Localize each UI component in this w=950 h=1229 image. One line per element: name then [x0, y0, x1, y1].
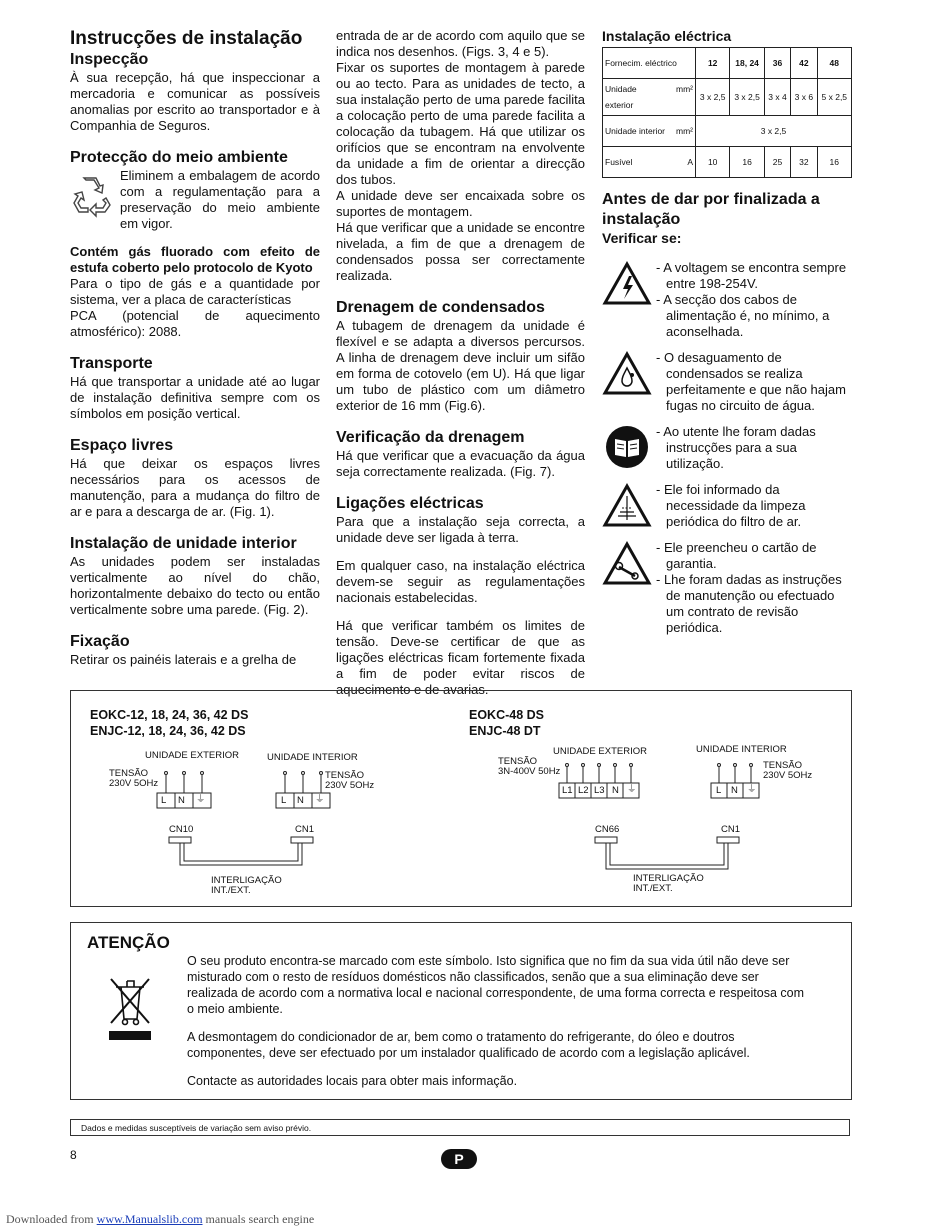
- int-unit: mm²: [676, 126, 693, 136]
- check-item-instructions: [602, 424, 852, 472]
- text-transporte: Há que transportar a unidade até ao lugar de instalação definitiva sempre com os símbolos em posição vertical.: [70, 374, 320, 421]
- text-nivelada: Há que verificar que a unidade se encontre nivelada, a fim de que a drenagem de condensados possa ser correctamente realizada.: [336, 220, 585, 283]
- label-tensao: TENSÃO: [325, 770, 365, 781]
- table-row: [603, 147, 852, 178]
- table-cell: 42: [791, 48, 817, 79]
- text-instalacao-interior: As unidades podem ser instaladas verticalmente ao nível do chão, horizontalmente debaixo do tecto ou então verticalmente sobre uma parede. (Fig. 2).: [70, 554, 320, 617]
- table-cell: 16: [817, 147, 851, 178]
- text-encaixe: A unidade deve ser encaixada sobre os suportes de montagem.: [336, 188, 585, 219]
- terminal-l1: L1: [562, 785, 573, 796]
- table-cell: 10: [696, 147, 730, 178]
- label-voltage: 3N-400V 50Hz: [498, 766, 561, 777]
- check-item-filter: [602, 482, 852, 530]
- terminal-l: L: [716, 785, 722, 796]
- heading-environment: Protecção do meio ambiente: [70, 149, 288, 166]
- label-voltage: 230V 5OHz: [325, 780, 375, 791]
- table-cell: 25: [764, 147, 790, 178]
- fuse-label: Fusível: [605, 157, 633, 167]
- column-2: [336, 28, 585, 698]
- electric-warning-icon: [602, 260, 656, 306]
- tool-warning-icon: [602, 540, 656, 586]
- label-voltage: 230V 5OHz: [109, 778, 159, 789]
- text-suportes: Fixar os suportes de montagem à parede ou ao tecto. Para as unidades de tecto, a sua instalação perto de uma parede facilita a colocação perto de uma parede facilita a colocação da tubagem. Há que utilizar os orifícios que se encontram na envolvente da unidade a fim de orientar a direcção dos tubos.: [336, 60, 585, 187]
- wiring-diagram: [70, 690, 852, 907]
- label-voltage: 230V 5OHz: [763, 770, 813, 781]
- table-cell: 3 x 2,5: [696, 116, 852, 147]
- table-row: [603, 79, 852, 116]
- label-tensao: TENSÃO: [763, 760, 803, 771]
- heading-espaco: Espaço livres: [70, 437, 174, 454]
- text-inspeccao: À sua recepção, há que inspeccionar a mercadoria e comunicar as possíveis anomalias por escrito ao transportador e à Companhia de Seguros.: [70, 70, 320, 133]
- crossed-bin-icon: [107, 975, 153, 1041]
- label-unidade-exterior: UNIDADE EXTERIOR: [553, 746, 647, 757]
- check-text: - A voltagem se encontra sempre entre 198-254V.: [656, 260, 847, 291]
- attention-box: [70, 922, 852, 1100]
- check-text: - Ele preencheu o cartão de garantia.: [656, 540, 817, 571]
- text-environment: Eliminem a embalagem de acordo com a regulamentação para a preservação do meio ambiente em vigor.: [120, 168, 320, 231]
- disclaimer: Dados e medidas susceptíveis de variação sem aviso prévio.: [70, 1119, 850, 1136]
- wiring-left-title-1: EOKC-12, 18, 24, 36, 42 DS: [90, 708, 249, 722]
- label-unidade-interior: UNIDADE INTERIOR: [696, 744, 787, 755]
- table-cell: 3 x 2,5: [696, 79, 730, 116]
- page-number: 8: [70, 1148, 77, 1162]
- terminal-n: N: [297, 795, 304, 806]
- wiring-lines: [71, 691, 851, 906]
- table-row-label: [603, 79, 696, 116]
- label-tensao: TENSÃO: [498, 756, 538, 767]
- table-header-label: Fornecim. eléctrico: [603, 48, 696, 79]
- label-cn1: CN1: [295, 824, 315, 835]
- table-cell: 3 x 2,5: [730, 79, 764, 116]
- heading-instalacao-electrica: Instalação eléctrica: [602, 28, 732, 44]
- table-row: [603, 48, 852, 79]
- heading-instalacao-interior: Instalação de unidade interior: [70, 535, 297, 552]
- electrical-table: [602, 47, 852, 178]
- check-item-drain: [602, 350, 852, 414]
- wiring-right-title-2: ENJC-48 DT: [469, 724, 541, 738]
- int-label: Unidade interior: [605, 126, 666, 136]
- ext-unit: mm²: [676, 84, 693, 94]
- table-cell: 5 x 2,5: [817, 79, 851, 116]
- fuse-unit: A: [687, 157, 693, 167]
- text-ligacoes-2: Em qualquer caso, na instalação eléctrica devem-se seguir as regulamentações nacionais estabelecidas.: [336, 558, 585, 605]
- gas-text-2: PCA (potencial de aquecimento atmosférico): 2088.: [70, 308, 320, 339]
- text-espaco: Há que deixar os espaços livres necessários para os acessos de manutenção, para a mudança do filtro de ar e para a descarga de ar. (Fig. 1).: [70, 456, 320, 519]
- heading-finalizar: Antes de dar por finalizada a instalação: [602, 191, 820, 228]
- label-int-ext: INT./EXT.: [211, 885, 251, 896]
- terminal-n: N: [612, 785, 619, 796]
- heading-verificacao: Verificação da drenagem: [336, 429, 525, 446]
- filter-warning-icon: [602, 482, 656, 528]
- check-item-voltage: [602, 260, 852, 340]
- gas-warning: Contém gás fluorado com efeito de estufa coberto pelo protocolo de Kyoto: [70, 244, 320, 275]
- manualslib-link[interactable]: www.Manualslib.com: [96, 1212, 203, 1226]
- page-title: Instrucções de instalação: [70, 28, 303, 49]
- text-fixacao: Retirar os painéis laterais e a grelha de: [70, 652, 297, 667]
- label-cn1: CN1: [721, 824, 741, 835]
- water-warning-icon: [602, 350, 656, 396]
- attention-text-3: Contacte as autoridades locais para obter mais informação.: [187, 1074, 518, 1088]
- table-cell: 48: [817, 48, 851, 79]
- footer-prefix: Downloaded from: [6, 1212, 97, 1226]
- terminal-l2: L2: [578, 785, 589, 796]
- verificar-subheading: Verificar se:: [602, 230, 682, 246]
- table-cell: 36: [764, 48, 790, 79]
- recycle-icon: [70, 174, 114, 218]
- heading-inspeccao: Inspecção: [70, 51, 149, 68]
- column-3: [602, 28, 852, 636]
- table-row-label: [603, 116, 696, 147]
- label-interligacao: INTERLIGAÇÃO: [211, 875, 282, 886]
- text-ligacoes-3: Há que verificar também os limites de tensão. Deve-se certificar de que as ligações eléctricas ficam fortemente fixada a fim de poder evitar riscos de aquecimento e de avarias.: [336, 618, 585, 697]
- table-row-label: [603, 147, 696, 178]
- terminal-l: L: [161, 795, 167, 806]
- gas-text-1: Para o tipo de gás e a quantidade por sistema, ver a placa de características: [70, 276, 320, 307]
- heading-transporte: Transporte: [70, 355, 153, 372]
- label-interligacao: INTERLIGAÇÃO: [633, 873, 704, 884]
- table-row: [603, 116, 852, 147]
- column-1: [70, 28, 320, 668]
- ground-icon: ⏚: [627, 784, 637, 795]
- terminal-n: N: [178, 795, 185, 806]
- footer-suffix: manuals search engine: [202, 1212, 315, 1226]
- check-text: - A secção dos cabos de alimentação é, no mínimo, a aconselhada.: [656, 292, 830, 339]
- manual-book-icon: [602, 424, 656, 470]
- terminal-n: N: [731, 785, 738, 796]
- table-cell: 18, 24: [730, 48, 764, 79]
- table-cell: 3 x 4: [764, 79, 790, 116]
- text-drenagem: A tubagem de drenagem da unidade é flexível e se adapta a diversos percursos. A linha de drenagem deve incluir um sifão em forma de cotovelo (em U). Há que ligar um tubo de plástico com um diâmetro exterior de 16 mm (Fig.6).: [336, 318, 585, 413]
- language-badge: P: [441, 1149, 477, 1169]
- label-cn66: CN66: [595, 824, 620, 835]
- ground-icon: ⏚: [315, 794, 325, 805]
- terminal-l: L: [281, 795, 287, 806]
- check-text: - O desaguamento de condensados se realiza perfeitamente e que não hajam fugas no circuito de água.: [656, 350, 846, 413]
- check-text: - Ele foi informado da necessidade da limpeza periódica do filtro de ar.: [656, 482, 806, 529]
- check-item-warranty: [602, 540, 852, 636]
- label-tensao: TENSÃO: [109, 768, 149, 779]
- table-cell: 3 x 6: [791, 79, 817, 116]
- text-fixacao-cont: entrada de ar de acordo com aquilo que se indica nos desenhos. (Figs. 3, 4 e 5).: [336, 28, 585, 59]
- terminal-l3: L3: [594, 785, 605, 796]
- label-int-ext: INT./EXT.: [633, 883, 673, 894]
- attention-text-2: A desmontagem do condicionador de ar, bem como o tratamento do refrigerante, do óleo e doutros componentes, deve ser efectuado por um instalador qualificado de acordo com a legislação aplicável.: [187, 1030, 750, 1060]
- table-cell: 12: [696, 48, 730, 79]
- wiring-left-title-2: ENJC-12, 18, 24, 36, 42 DS: [90, 724, 246, 738]
- heading-drenagem: Drenagem de condensados: [336, 299, 545, 316]
- heading-fixacao: Fixação: [70, 633, 130, 650]
- heading-ligacoes: Ligações eléctricas: [336, 495, 484, 512]
- wiring-right-title-1: EOKC-48 DS: [469, 708, 545, 722]
- ground-icon: ⏚: [196, 794, 206, 805]
- ground-icon: ⏚: [747, 784, 757, 795]
- ext-label: Unidade exterior: [605, 84, 637, 110]
- text-ligacoes-1: Para que a instalação seja correcta, a unidade deve ser ligada à terra.: [336, 514, 585, 545]
- download-footer: [6, 1212, 314, 1227]
- attention-text-1: O seu produto encontra-se marcado com este símbolo. Isto significa que no fim da sua vida útil não deve ser misturado com o resto de resíduos domésticos não classificados, senão que a sua eliminação deve ser realizada de acordo com a normativa local e nacional correspondente, de uma forma correcta e respeitosa com o meio ambiente.: [187, 954, 804, 1016]
- table-cell: 32: [791, 147, 817, 178]
- text-verificacao: Há que verificar que a evacuação da água seja correctamente realizada. (Fig. 7).: [336, 448, 585, 479]
- check-text: - Lhe foram dadas as instruções de manutenção ou efectuado um contrato de revisão periódica.: [656, 572, 842, 635]
- table-cell: 16: [730, 147, 764, 178]
- attention-title: ATENÇÃO: [87, 933, 170, 952]
- label-unidade-exterior: UNIDADE EXTERIOR: [145, 750, 239, 761]
- label-unidade-interior: UNIDADE INTERIOR: [267, 752, 358, 763]
- check-text: - Ao utente lhe foram dadas instrucções para a sua utilização.: [656, 424, 816, 471]
- label-cn10: CN10: [169, 824, 194, 835]
